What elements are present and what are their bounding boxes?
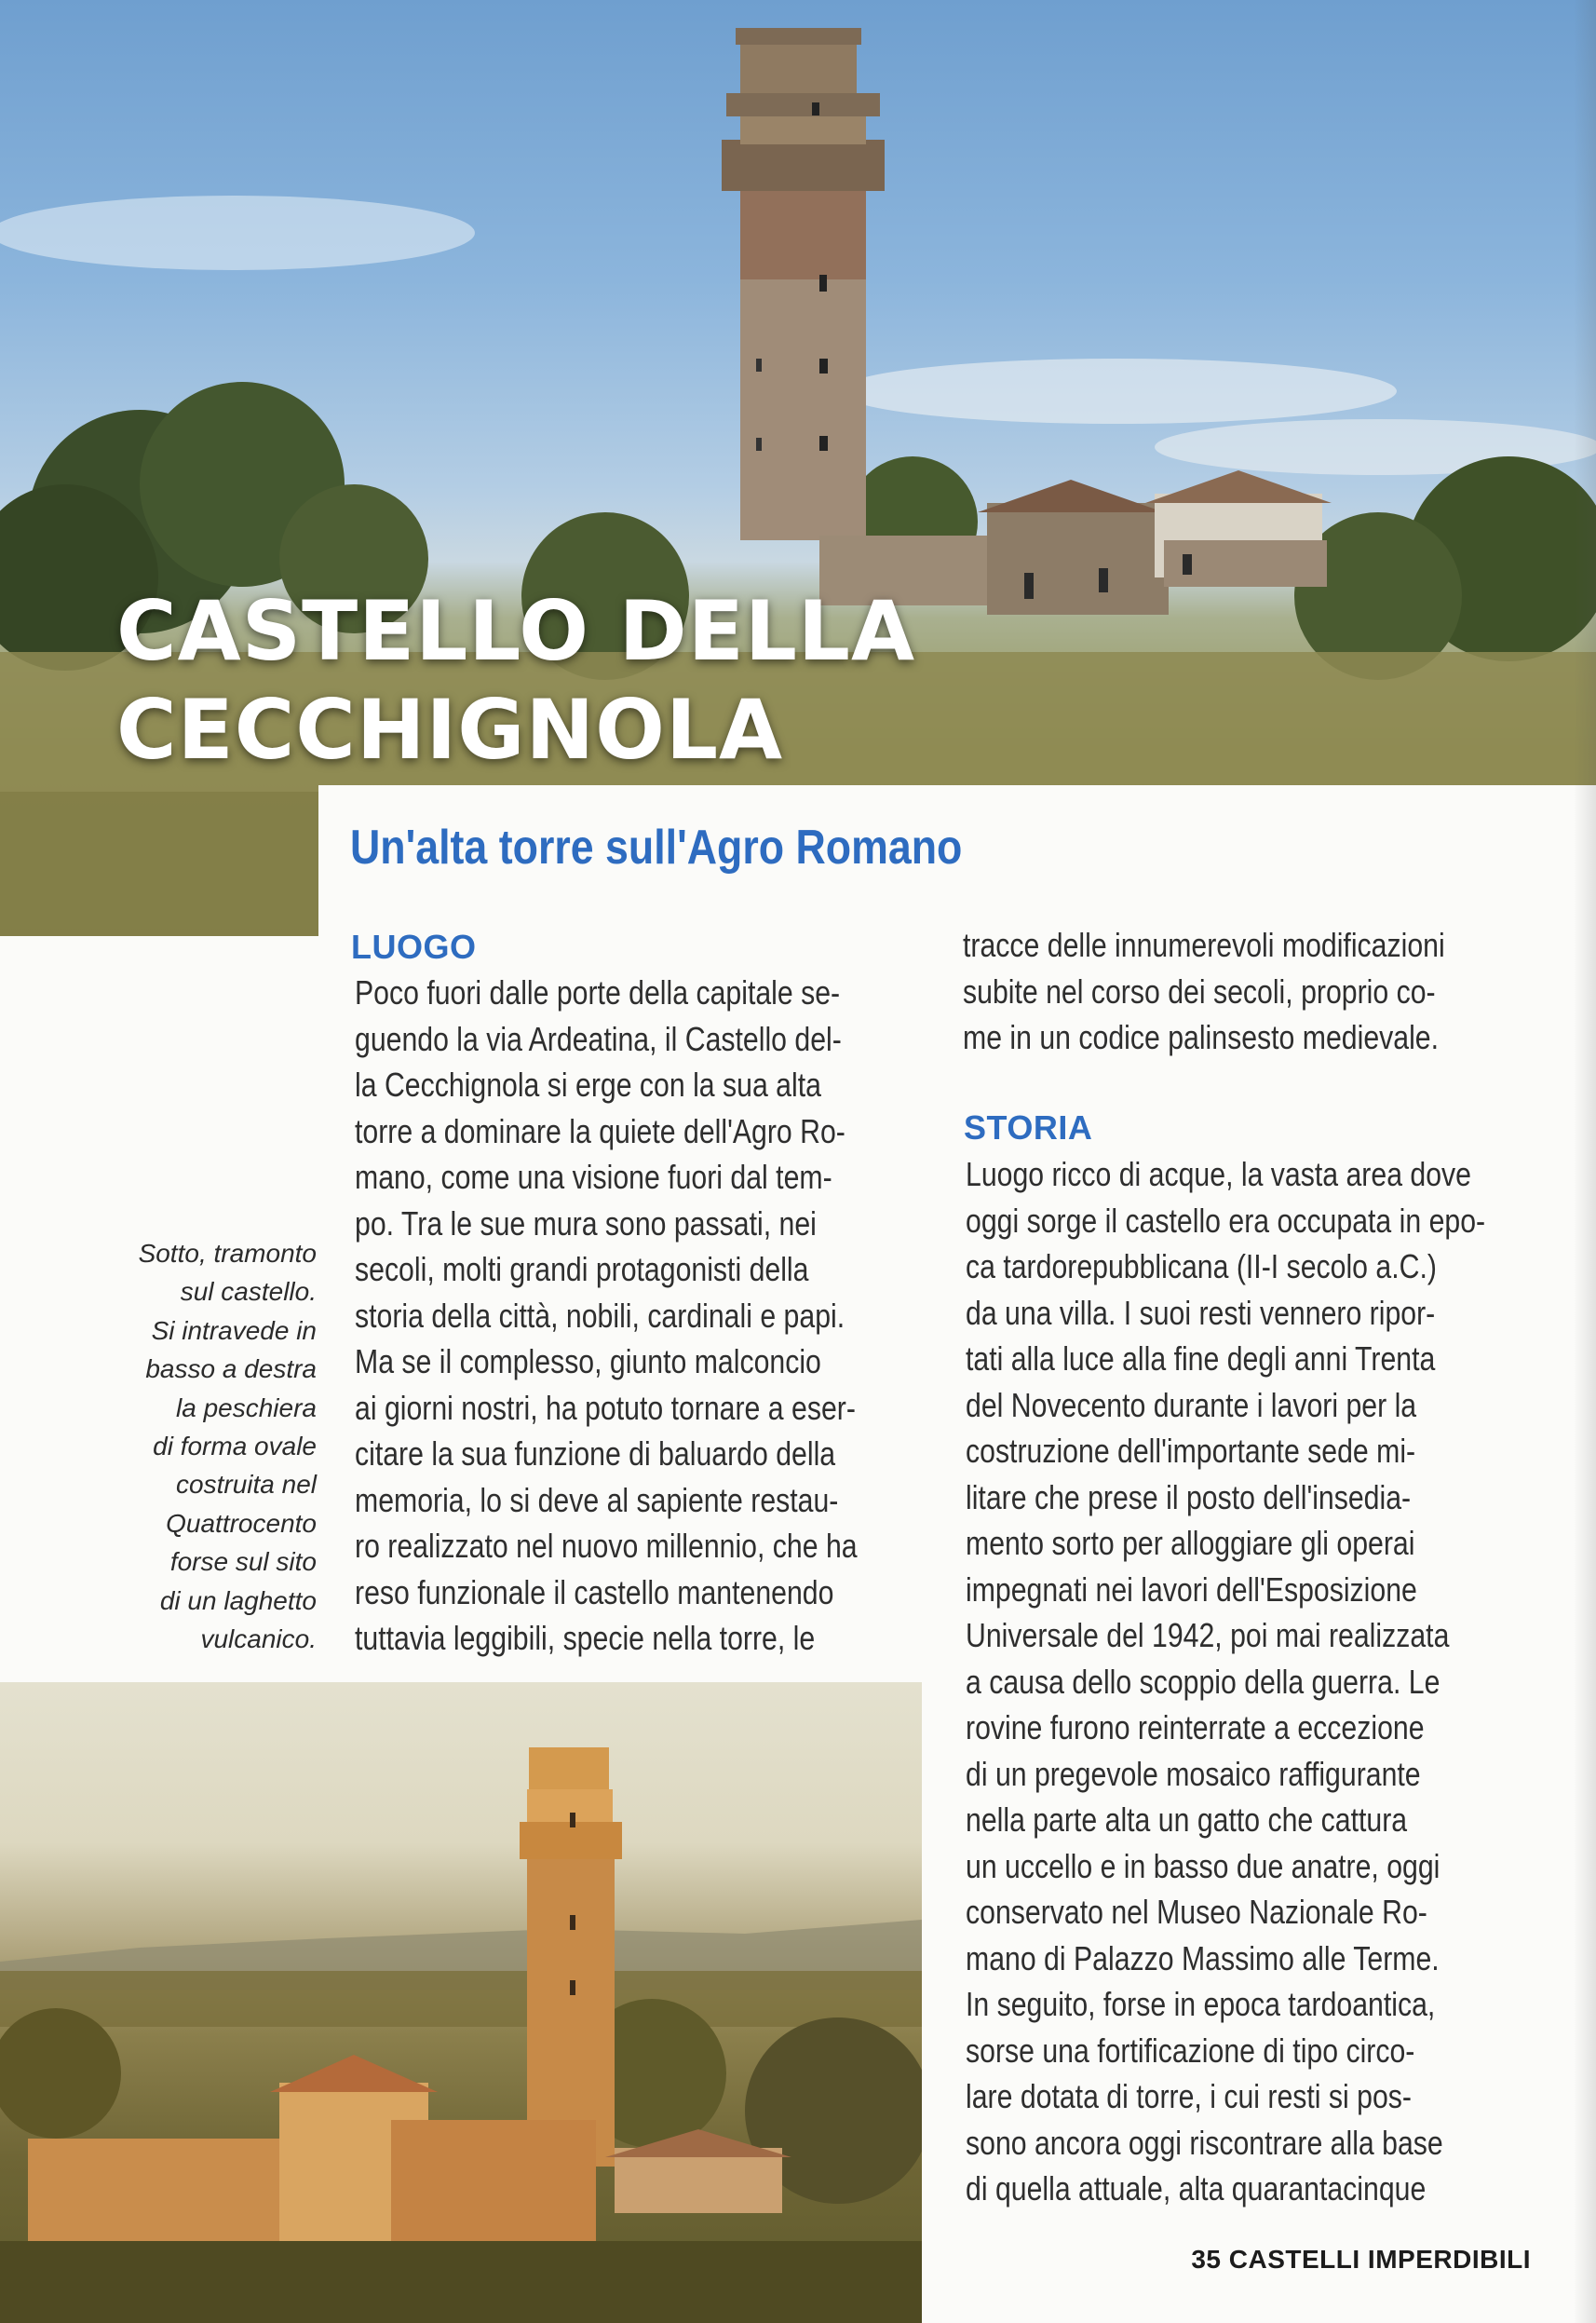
body-line: po. Tra le sue mura sono passati, nei <box>355 1203 817 1243</box>
title-line-2: CECCHIGNOLA <box>116 682 784 778</box>
caption-line: Si intravede in <box>151 1315 317 1345</box>
body-line: la Cecchignola si erge con la sua alta <box>355 1066 821 1104</box>
body-line: di un pregevole mosaico raffigurante <box>966 1754 1421 1793</box>
body-line: secoli, molti grandi protagonisti della <box>355 1250 809 1288</box>
subtitle: Un'alta torre sull'Agro Romano <box>350 821 963 875</box>
body-line: di quella attuale, alta quarantacinque <box>966 2169 1427 2208</box>
body-line: conservato nel Museo Nazionale Ro- <box>966 1893 1427 1931</box>
body-line: Universale del 1942, poi mai realizzata <box>966 1616 1450 1654</box>
caption-line: la peschiera <box>176 1392 317 1422</box>
caption-line: costruita nel <box>176 1470 317 1500</box>
body-line: sono ancora oggi riscontrare alla base <box>966 2123 1443 2162</box>
body-line: lare dotata di torre, i cui resti si pos- <box>966 2077 1412 2115</box>
body-line: citare la sua funzione di baluardo della <box>355 1434 836 1473</box>
body-line: oggi sorge il castello era occupata in epo- <box>966 1201 1486 1240</box>
body-line: Ma se il complesso, giunto malconcio <box>355 1342 821 1380</box>
body-line: costruzione dell'importante sede mi- <box>966 1432 1416 1470</box>
body-line: ro realizzato nel nuovo millennio, che ha <box>355 1527 858 1565</box>
caption-line: sul castello. <box>180 1277 317 1307</box>
sunset-castle-illustration <box>0 1682 922 2323</box>
body-line: guendo la via Ardeatina, il Castello del- <box>355 1019 842 1058</box>
caption-line: basso a destra <box>145 1354 317 1384</box>
body-line: torre a dominare la quiete dell'Agro Ro- <box>355 1111 845 1150</box>
caption-line: vulcanico. <box>200 1624 317 1654</box>
body-line: mano di Palazzo Massimo alle Terme. <box>966 1938 1440 1977</box>
body-line: ai giorni nostri, ha potuto tornare a eser- <box>355 1388 856 1427</box>
heading-luogo: LUOGO <box>351 928 477 966</box>
caption-line: Quattrocento <box>166 1508 317 1538</box>
body-line: me in un codice palinsesto medievale. <box>963 1018 1440 1056</box>
body-line: da una villa. I suoi resti vennero ripor- <box>966 1293 1436 1332</box>
caption-line: Sotto, tramonto <box>138 1239 317 1268</box>
body-line: nella parte alta un gatto che cattura <box>966 1800 1408 1839</box>
body-line: rovine furono reinterrate a eccezione <box>966 1708 1425 1746</box>
body-line: litare che prese il posto dell'insedia- <box>966 1477 1412 1516</box>
footer-book-title: 35 CASTELLI IMPERDIBILI <box>1191 2245 1531 2274</box>
title-line-1: CASTELLO DELLA <box>116 583 916 679</box>
body-line: In seguito, forse in epoca tardoantica, <box>966 1985 1436 2023</box>
body-line: a causa dello scoppio della guerra. Le <box>966 1662 1440 1701</box>
storia-body <box>966 1151 1543 2212</box>
heading-storia: STORIA <box>964 1108 1093 1147</box>
sunset-castle-photo <box>0 1682 922 2323</box>
body-line: storia della città, nobili, cardinali e papi. <box>355 1296 845 1335</box>
luogo-continuation <box>963 922 1540 1061</box>
body-line: sorse una fortificazione di tipo circo- <box>966 2031 1415 2070</box>
body-line: impegnati nei lavori dell'Esposizione <box>966 1569 1417 1609</box>
body-line: tuttavia leggibili, specie nella torre, le <box>355 1619 816 1657</box>
body-line: un uccello e in basso due anatre, oggi <box>966 1846 1440 1885</box>
body-line: tati alla luce alla fine degli anni Trenta <box>966 1339 1436 1378</box>
body-line: mento sorto per alloggiare gli operai <box>966 1524 1415 1562</box>
body-line: reso funzionale il castello mantenendo <box>355 1572 834 1611</box>
body-line: ca tardorepubblicana (II-I secolo a.C.) <box>966 1247 1437 1285</box>
body-line: subite nel corso dei secoli, proprio co- <box>963 971 1436 1011</box>
page-title <box>116 582 915 780</box>
body-line: mano, come una visione fuori dal tem- <box>355 1158 832 1196</box>
luogo-body <box>355 970 913 1662</box>
body-line: del Novecento durante i lavori per la <box>966 1385 1417 1424</box>
body-line: memoria, lo si deve al sapiente restau- <box>355 1480 839 1519</box>
body-line: tracce delle innumerevoli modificazioni <box>963 926 1445 964</box>
body-line: Poco fuori dalle porte della capitale se- <box>355 973 841 1012</box>
photo-caption <box>102 1234 317 1658</box>
caption-line: forse sul sito <box>169 1547 317 1577</box>
body-line: Luogo ricco di acque, la vasta area dove <box>966 1155 1471 1193</box>
caption-line: di un laghetto <box>159 1585 317 1615</box>
caption-line: di forma ovale <box>153 1432 317 1461</box>
page-edge-shadow <box>1574 0 1596 2323</box>
